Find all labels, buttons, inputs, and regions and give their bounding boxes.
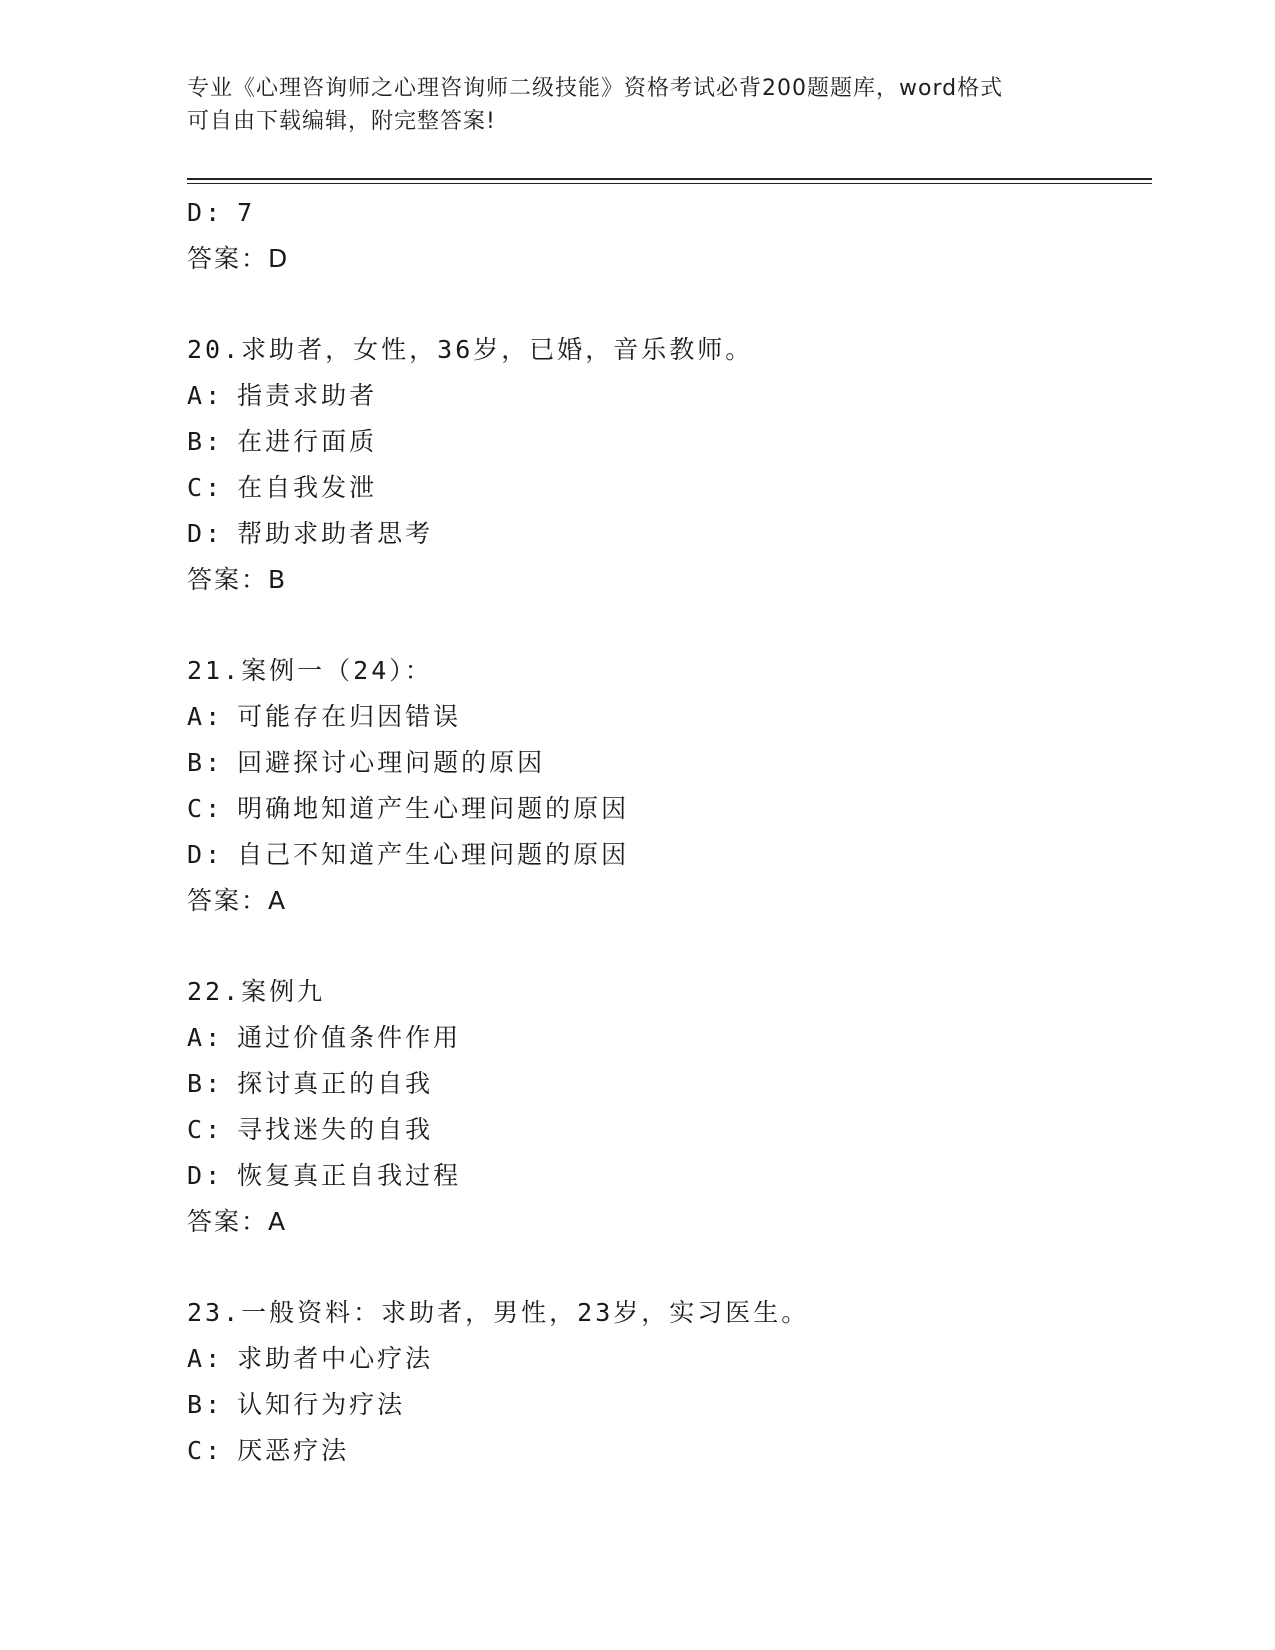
- option-letter: C: [187, 794, 206, 823]
- option-letter: C: [187, 1115, 206, 1144]
- question-stem: 22.案例九: [187, 977, 326, 1006]
- answer-line: 答案：A: [187, 886, 288, 915]
- option-text: 指责求助者: [237, 381, 378, 410]
- option-line: [187, 1428, 1187, 1474]
- option-line: [187, 1336, 1187, 1382]
- option-letter: B: [187, 1390, 206, 1419]
- option-letter: B: [187, 748, 206, 777]
- option-line: [187, 419, 1187, 465]
- option-separator: :: [205, 1069, 224, 1098]
- option-separator: :: [205, 794, 224, 823]
- option-line: [187, 190, 1187, 236]
- option-line: [187, 511, 1187, 557]
- option-letter: A: [187, 1023, 206, 1052]
- option-text: 帮助求助者思考: [237, 519, 434, 548]
- header-rule-thin: [187, 183, 1152, 184]
- option-letter: A: [187, 1344, 206, 1373]
- question-stem: 20.求助者，女性，36岁，已婚，音乐教师。: [187, 335, 754, 364]
- option-letter: A: [187, 702, 206, 731]
- option-text: 厌恶疗法: [237, 1436, 350, 1465]
- option-separator: :: [205, 198, 224, 227]
- option-letter: C: [187, 473, 206, 502]
- option-line: [187, 740, 1187, 786]
- option-line: [187, 373, 1187, 419]
- option-line: [187, 786, 1187, 832]
- option-separator: :: [205, 381, 224, 410]
- option-separator: :: [205, 1436, 224, 1465]
- option-separator: :: [205, 519, 224, 548]
- option-separator: :: [205, 1344, 224, 1373]
- option-text: 回避探讨心理问题的原因: [237, 748, 546, 777]
- answer-line: 答案：D: [187, 244, 290, 273]
- option-line: [187, 1015, 1187, 1061]
- option-line: [187, 694, 1187, 740]
- header-line-2: 可自由下载编辑，附完整答案!: [187, 109, 496, 134]
- option-separator: :: [205, 748, 224, 777]
- header-rule-thick: [187, 178, 1152, 180]
- option-line: [187, 1153, 1187, 1199]
- option-text: 求助者中心疗法: [237, 1344, 434, 1373]
- option-letter: C: [187, 1436, 206, 1465]
- option-text: 探讨真正的自我: [237, 1069, 434, 1098]
- option-line: [187, 1107, 1187, 1153]
- question-list: [187, 190, 1187, 1474]
- option-text: 认知行为疗法: [237, 1390, 406, 1419]
- option-separator: :: [205, 1115, 224, 1144]
- question-stem: 23.一般资料：求助者，男性，23岁，实习医生。: [187, 1298, 810, 1327]
- option-text: 通过价值条件作用: [237, 1023, 462, 1052]
- option-text: 可能存在归因错误: [237, 702, 462, 731]
- option-separator: :: [205, 473, 224, 502]
- option-text: 明确地知道产生心理问题的原因: [237, 794, 630, 823]
- option-letter: D: [187, 519, 206, 548]
- option-text: 7: [237, 198, 256, 227]
- document-header: [187, 72, 1087, 138]
- answer-line: 答案：B: [187, 565, 288, 594]
- option-text: 在进行面质: [237, 427, 378, 456]
- option-letter: B: [187, 427, 206, 456]
- option-text: 恢复真正自我过程: [237, 1161, 462, 1190]
- question-stem: 21.案例一（24）：: [187, 656, 433, 685]
- option-separator: :: [205, 1023, 224, 1052]
- option-text: 寻找迷失的自我: [237, 1115, 434, 1144]
- option-text: 在自我发泄: [237, 473, 378, 502]
- option-separator: :: [205, 702, 224, 731]
- option-letter: D: [187, 198, 206, 227]
- option-separator: :: [205, 840, 224, 869]
- option-text: 自己不知道产生心理问题的原因: [237, 840, 630, 869]
- option-separator: :: [205, 427, 224, 456]
- option-letter: D: [187, 840, 206, 869]
- answer-line: 答案：A: [187, 1207, 288, 1236]
- option-line: [187, 465, 1187, 511]
- header-line-1: 专业《心理咨询师之心理咨询师二级技能》资格考试必背200题题库，word格式: [187, 76, 1004, 101]
- option-letter: A: [187, 381, 206, 410]
- option-separator: :: [205, 1390, 224, 1419]
- option-separator: :: [205, 1161, 224, 1190]
- option-letter: D: [187, 1161, 206, 1190]
- option-letter: B: [187, 1069, 206, 1098]
- option-line: [187, 832, 1187, 878]
- option-line: [187, 1382, 1187, 1428]
- option-line: [187, 1061, 1187, 1107]
